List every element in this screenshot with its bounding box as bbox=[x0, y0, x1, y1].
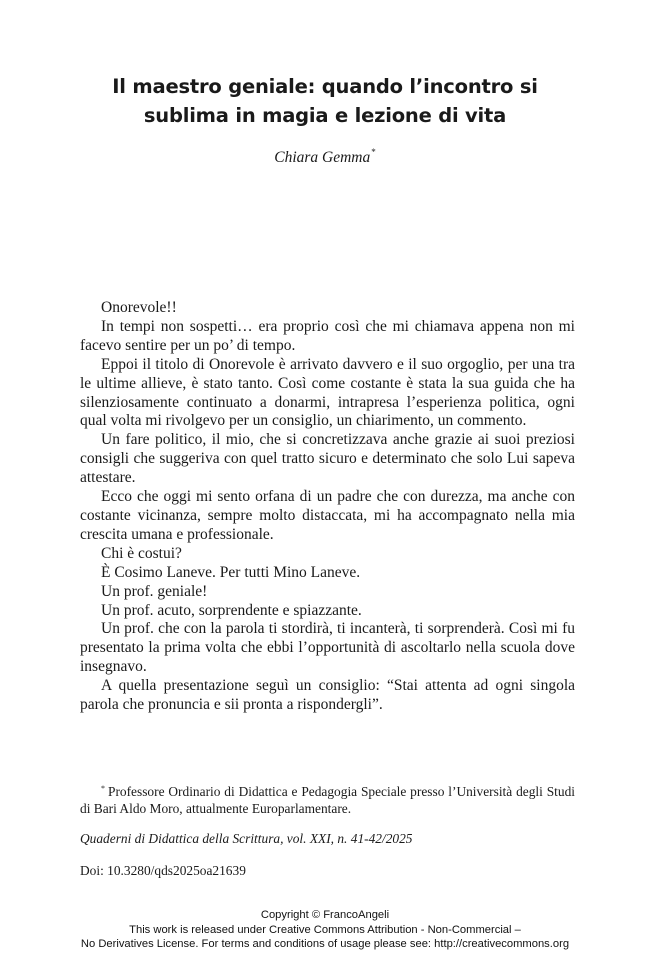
doi-line: Doi: 10.3280/qds2025oa21639 bbox=[80, 863, 246, 878]
article-title bbox=[60, 72, 590, 130]
paragraph: Un prof. che con la parola ti stordirà, ti incanterà, ti sorprenderà. Così mi fu presentato la prima volta che ebbi l’opportunità di ascoltarlo nella scuola dove insegnavo. bbox=[80, 620, 575, 676]
license-notice bbox=[0, 908, 650, 952]
title-line-1: Il maestro geniale: quando l’incontro si bbox=[112, 75, 538, 98]
paragraph: Ecco che oggi mi sento orfana di un padre che con durezza, ma anche con costante vicinanza, sempre molto distaccata, mi ha accompagnato nella mia crescita umana e professionale. bbox=[80, 488, 575, 543]
journal-citation: Quaderni di Didattica della Scrittura, vol. XXI, n. 41-42/2025 bbox=[80, 831, 413, 846]
copyright-line: Copyright © FrancoAngeli bbox=[260, 909, 390, 921]
author-name: Chiara Gemma bbox=[274, 149, 371, 166]
paragraph: In tempi non sospetti… era proprio così che mi chiamava appena non mi facevo sentire per un po’ di tempo. bbox=[80, 317, 575, 354]
footnote-text: Professore Ordinario di Didattica e Pedagogia Speciale presso l’Università degli Studi di Bari Aldo Moro, attualmente Europarlamentare. bbox=[80, 784, 575, 816]
author-line bbox=[0, 147, 650, 167]
footnote-mark: * bbox=[101, 784, 105, 793]
license-line-2: This work is released under Creative Commons Attribution - Non-Commercial – bbox=[129, 923, 521, 936]
license-line-3: No Derivatives License. For terms and conditions of usage please see: http://creativecommons.org bbox=[80, 938, 570, 950]
paragraph: A quella presentazione seguì un consiglio: “Stai attenta ad ogni singola parola che pronuncia e sii pronta a rispondergli”. bbox=[80, 677, 575, 714]
paragraph: È Cosimo Laneve. Per tutti Mino Laneve. bbox=[101, 563, 361, 581]
paragraph: Eppoi il titolo di Onorevole è arrivato davvero e il suo orgoglio, per una tra le ultime allieve, è stato tanto. Così come costante è stata la sua guida che ha silenziosamente continuato a donarmi, intrapresa l’esperienza politica, ogni qual volta mi rivolgevo per un consiglio, un chiarimento, un commento. bbox=[80, 355, 575, 430]
paragraph: Onorevole!! bbox=[101, 299, 177, 316]
paragraph: Un prof. geniale! bbox=[101, 582, 208, 600]
author-footnote-mark: * bbox=[371, 147, 376, 157]
paragraph: Chi è costui? bbox=[101, 544, 182, 562]
title-line-2: sublima in magia e lezione di vita bbox=[143, 104, 507, 127]
footnote bbox=[80, 781, 575, 818]
article-body bbox=[80, 299, 575, 715]
paragraph: Un fare politico, il mio, che si concretizzava anche grazie ai suoi preziosi consigli che suggeriva con quel tratto sicuro e determinato che solo Lui sapeva attestare. bbox=[80, 431, 575, 487]
paragraph: Un prof. acuto, sorprendente e spiazzante. bbox=[101, 601, 362, 619]
